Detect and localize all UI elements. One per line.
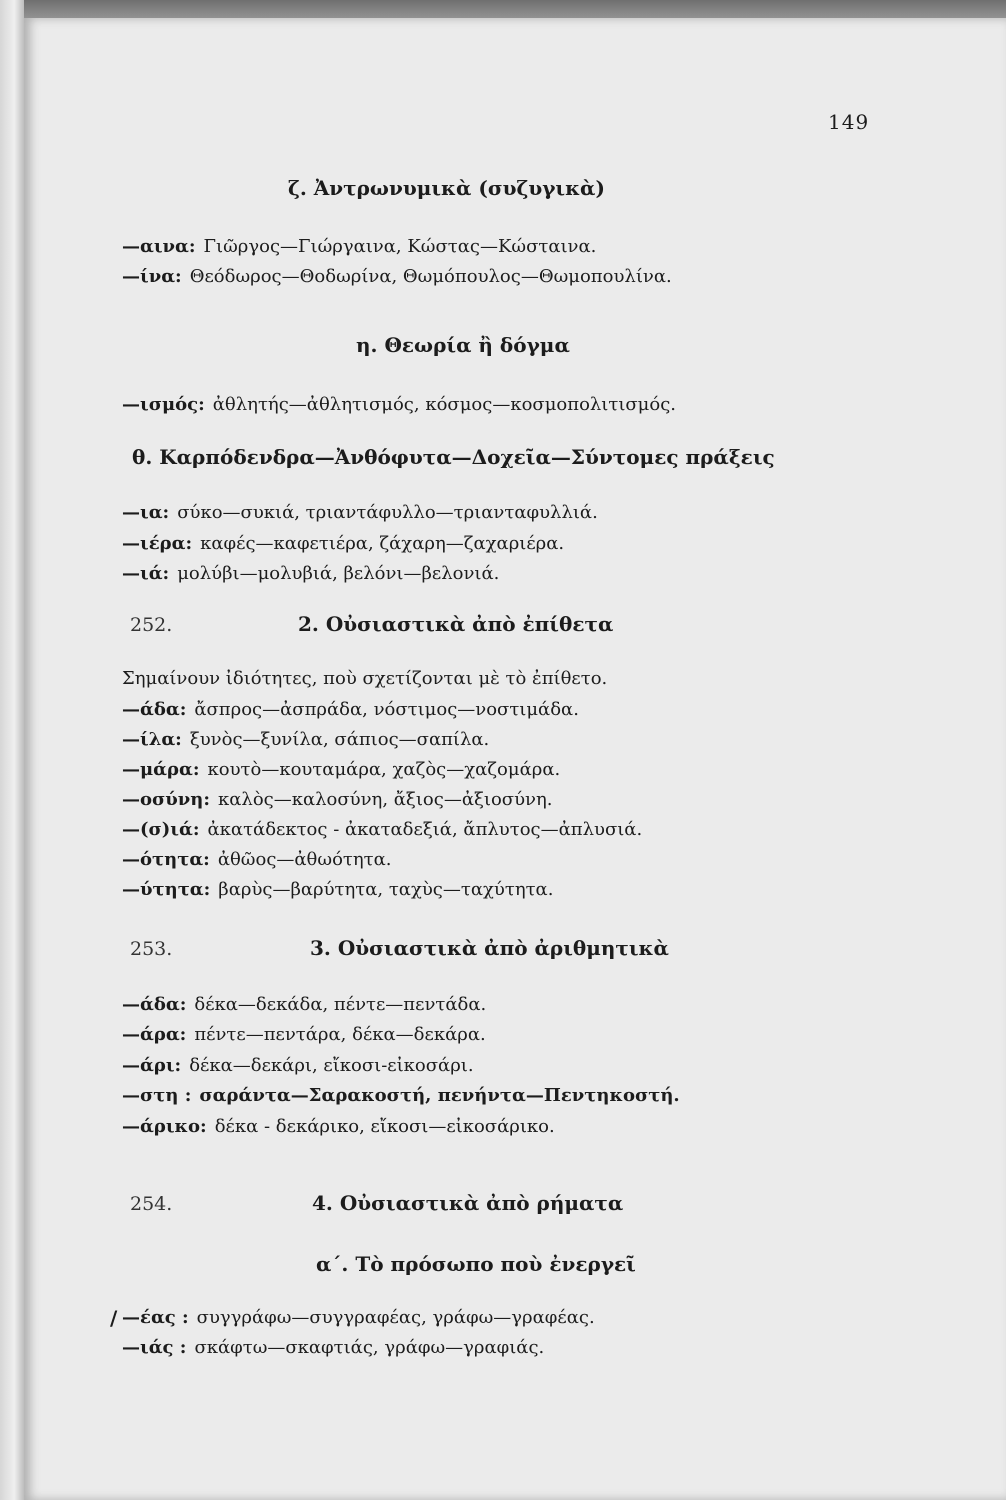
suffix-label: —(σ)ιά:	[122, 819, 200, 840]
example-text: ξυνὸς—ξυνίλα, σάπιος—σαπίλα.	[189, 729, 490, 750]
suffix-label: —ύτητα:	[122, 879, 211, 900]
example-text: μολύβι—μολυβιά, βελόνι—βελονιά.	[177, 563, 500, 584]
section-254-subheading: α΄. Τὸ πρόσωπο ποὺ ἐνεργεῖ	[316, 1252, 636, 1276]
example-text: ἄσπρος—ἀσπράδα, νόστιμος—νοστιμάδα.	[194, 699, 579, 720]
suffix-label: —έας :	[122, 1307, 189, 1328]
suffix-label: —ιέρα:	[122, 533, 193, 554]
example-text: δέκα—δεκάδα, πέντε—πεντάδα.	[194, 994, 487, 1015]
example-text: ἀκατάδεκτος - ἀκαταδεξιά, ἄπλυτος—ἀπλυσιά.	[207, 819, 643, 840]
example-text: βαρὺς—βαρύτητα, ταχὺς—ταχύτητα.	[218, 879, 554, 900]
list-item	[122, 533, 564, 554]
list-item	[122, 266, 672, 287]
suffix-label: —άδα:	[122, 699, 187, 720]
suffix-label: —ια:	[122, 502, 170, 523]
list-item	[122, 502, 598, 523]
suffix-label: —άρα:	[122, 1024, 187, 1045]
suffix-label: —άρι:	[122, 1055, 182, 1076]
list-item	[122, 236, 596, 257]
suffix-label: —ίλα:	[122, 729, 182, 750]
example-text: ἀθῶος—ἀθωότητα.	[217, 849, 392, 870]
pen-mark-icon: /	[110, 1306, 118, 1330]
example-text: Θεόδωρος—Θοδωρίνα, Θωμόπουλος—Θωμοπουλίνα.	[189, 266, 672, 287]
section-254-heading: 4. Οὐσιαστικὰ ἀπὸ ρήματα	[312, 1191, 624, 1215]
example-text: κουτὸ—κουταμάρα, χαζὸς—χαζομάρα.	[207, 759, 561, 780]
list-item	[122, 789, 552, 810]
list-item	[122, 1116, 555, 1137]
suffix-label: —άδα:	[122, 994, 187, 1015]
suffix-label: —οσύνη:	[122, 789, 210, 810]
list-item	[122, 1337, 544, 1358]
list-item	[122, 819, 642, 840]
list-item	[122, 1024, 486, 1045]
example-text: σαράντα—Σαρακοστή, πενήντα—Πεντηκοστή.	[199, 1085, 680, 1106]
suffix-label: —ιάς :	[122, 1337, 187, 1358]
suffix-label: —ίνα:	[122, 266, 182, 287]
example-text: καλὸς—καλοσύνη, ἄξιος—ἀξιοσύνη.	[218, 789, 553, 810]
suffix-label: —στη :	[122, 1085, 192, 1106]
section-zeta-heading: ζ. Ἀντρωνυμικὰ (συζυγικὰ)	[288, 176, 605, 200]
section-252-heading: 2. Οὐσιαστικὰ ἀπὸ ἐπίθετα	[298, 612, 614, 636]
list-item	[122, 879, 553, 900]
section-253-heading: 3. Οὐσιαστικὰ ἀπὸ ἀριθμητικὰ	[310, 936, 669, 960]
suffix-label: —άρικο:	[122, 1116, 207, 1137]
list-item	[122, 994, 486, 1015]
suffix-label: —μάρα:	[122, 759, 200, 780]
list-item	[122, 1055, 474, 1076]
list-item	[122, 759, 560, 780]
section-theta-heading: θ. Καρπόδενδρα—Ἀνθόφυτα—Δοχεῖα—Σύντομες πράξεις	[132, 445, 775, 469]
list-item	[122, 394, 676, 415]
example-text: Γιῶργος—Γιώργαινα, Κώστας—Κώσταινα.	[203, 236, 597, 257]
example-text: σύκο—συκιά, τριαντάφυλλο—τριανταφυλλιά.	[177, 502, 598, 523]
list-item	[122, 1085, 680, 1106]
list-item	[122, 729, 489, 750]
suffix-label: —ισμός:	[122, 394, 205, 415]
section-intro: Σημαίνουν ἰδιότητες, ποὺ σχετίζονται μὲ τὸ ἐπίθετο.	[122, 668, 608, 689]
example-text: δέκα—δεκάρι, εἴκοσι-εἰκοσάρι.	[189, 1055, 474, 1076]
page-binding-edge	[0, 0, 24, 1500]
list-item	[122, 563, 499, 584]
example-text: ἀθλητής—ἀθλητισμός, κόσμος—κοσμοπολιτισμός.	[212, 394, 677, 415]
list-item	[122, 849, 391, 870]
example-text: σκάφτω—σκαφτιάς, γράφω—γραφιάς.	[194, 1337, 545, 1358]
section-number: 253.	[130, 938, 173, 960]
page-number: 149	[828, 110, 870, 134]
example-text: δέκα - δεκάρικο, εἴκοσι—εἰκοσάρικο.	[214, 1116, 555, 1137]
section-number: 254.	[130, 1193, 173, 1215]
example-text: πέντε—πεντάρα, δέκα—δεκάρα.	[194, 1024, 486, 1045]
example-text: συγγράφω—συγγραφέας, γράφω—γραφέας.	[196, 1307, 595, 1328]
section-number: 252.	[130, 614, 173, 636]
section-eta-heading: η. Θεωρία ἢ δόγμα	[356, 333, 570, 357]
suffix-label: —αινα:	[122, 236, 196, 257]
example-text: καφές—καφετιέρα, ζάχαρη—ζαχαριέρα.	[200, 533, 565, 554]
list-item	[122, 1307, 595, 1328]
list-item	[122, 699, 579, 720]
suffix-label: —ότητα:	[122, 849, 210, 870]
suffix-label: —ιά:	[122, 563, 170, 584]
